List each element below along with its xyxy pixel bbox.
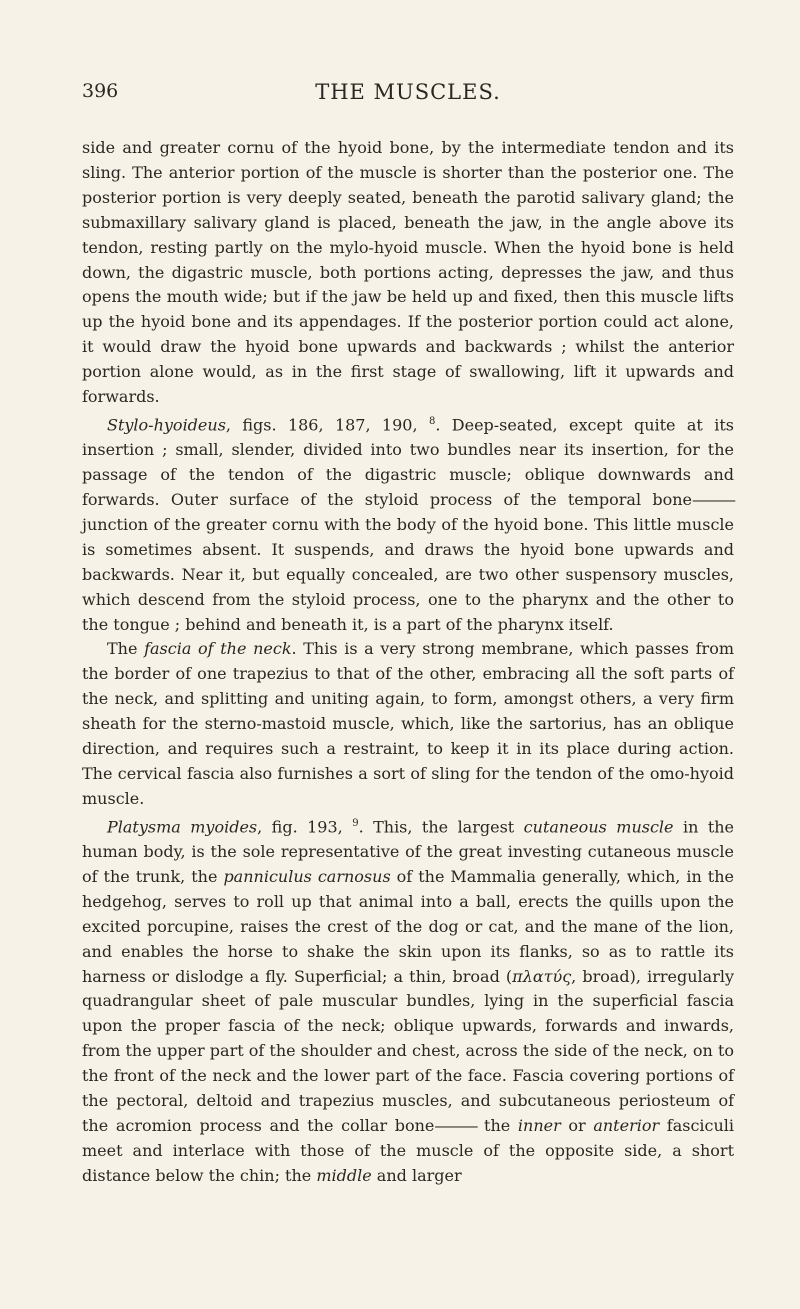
paragraph-p1-digastric-continued (82, 136, 734, 410)
italic-term: inner (517, 1116, 561, 1135)
text-run: , broad), irregularly quadrangular sheet of pale muscular bundles, lying in the superficial fascia upon the proper fascia of the neck; oblique upwards, forwards and inwards, from the upper part of the shoulder and chest, across the side of the neck, on to the front of the neck and the lower part of the face. Fascia covering portions of the pectoral, deltoid and trapezius muscles, and subcutaneous periosteum of the acromion process and the collar bone (82, 966, 734, 1135)
running-title: THE MUSCLES. (315, 80, 501, 104)
paragraph-p3-fascia-of-neck (82, 637, 734, 811)
italic-term: Stylo-hyoideus (107, 415, 226, 435)
text-run: , figs. 186, 187, 190, (225, 415, 429, 435)
text-run: . This is a very strong membrane, which passes from the border of one trapezius to that of the other, embracing all the soft parts of the neck, and splitting and uniting again, to form, amongst others, a very firm sheath for the sterno-mastoid muscle, which, like the sartorius, has an oblique direction, and requires such a restraint, to keep it in its place during action. The cervical fascia also furnishes a sort of sling for the tendon of the omo-hyoid muscle. (82, 639, 735, 808)
page-number: 396 (82, 80, 119, 102)
text-run: , fig. 193, (257, 817, 353, 837)
figure-reference-number: 8 (428, 415, 436, 427)
text-run: . This, the largest (358, 817, 524, 837)
body-text (82, 136, 734, 1189)
italic-term: πλατύς (512, 966, 572, 986)
text-run: . Deep-seated, except quite at its insertion ; small, slender, divided into two bundles near its insertion, for the passage of the tendon of the digastric muscle; oblique downwards and forwards. Outer surface of the styloid process of the temporal bone (82, 415, 734, 510)
paragraph-p2-stylo-hyoideus (82, 410, 734, 637)
text-run: fasciculi meet and interlace with those of the muscle of the opposite side, a short distance below the chin; the (82, 1116, 735, 1185)
figure-reference-number: 9 (352, 817, 359, 829)
text-run: of the Mammalia generally, which, in the hedgehog, serves to roll up that animal into a ball, erects the quills upon the excited porcupine, raises the crest of the dog or cat, and the mane of the lion, and enables the horse to shake the skin upon its flanks, so as to rattle its harness or dislodge a fly. Superficial; a thin, broad ( (82, 866, 734, 986)
text-run: and larger (371, 1165, 462, 1185)
text-run: side and greater cornu of the hyoid bone, by the intermediate tendon and its sling. The anterior portion of the muscle is shorter than the posterior one. The posterior portion is very deeply seated, beneath the parotid salivary gland; the submaxillary salivary gland is placed, beneath the jaw, in the angle above its tendon, resting partly on the mylo-hyoid muscle. When the hyoid bone is held down, the digastric muscle, both portions acting, depresses the jaw, and thus opens the mouth wide; but if the jaw be held up and fixed, then this muscle lifts up the hyoid bone and its appendages. If the posterior portion could act alone, it would draw the hyoid bone upwards and backwards ; whilst the anterior portion alone would, as in the first stage of swallowing, lift it upwards and forwards. (82, 138, 734, 407)
italic-term: Platysma myoides (107, 817, 258, 837)
italic-term: anterior (593, 1116, 660, 1135)
origin-insertion-dash: ——— (434, 1116, 477, 1135)
italic-term: fascia of the neck (144, 639, 292, 659)
text-run: the (476, 1116, 518, 1135)
page-header (82, 80, 734, 110)
text-run: The (107, 639, 145, 659)
italic-term: cutaneous muscle (523, 817, 674, 837)
paragraph-p4-platysma-myoides (82, 812, 734, 1189)
text-run: junction of the greater cornu with the body of the hyoid bone. This little muscle is sometimes absent. It suspends, and draws the hyoid bone upwards and backwards. Near it, but equally concealed, are two other suspensory muscles, which descend from the styloid process, one to the pharynx and the other to the tongue ; behind and beneath it, is a part of the pharynx itself. (82, 514, 734, 634)
italic-term: middle (316, 1165, 372, 1185)
text-run: or (560, 1116, 594, 1135)
origin-insertion-dash: ——— (692, 490, 734, 510)
italic-term: panniculus carnosus (223, 866, 391, 886)
text-run: in the human body, is the sole representative of the great investing cutaneous muscle of the trunk, the (82, 817, 735, 886)
